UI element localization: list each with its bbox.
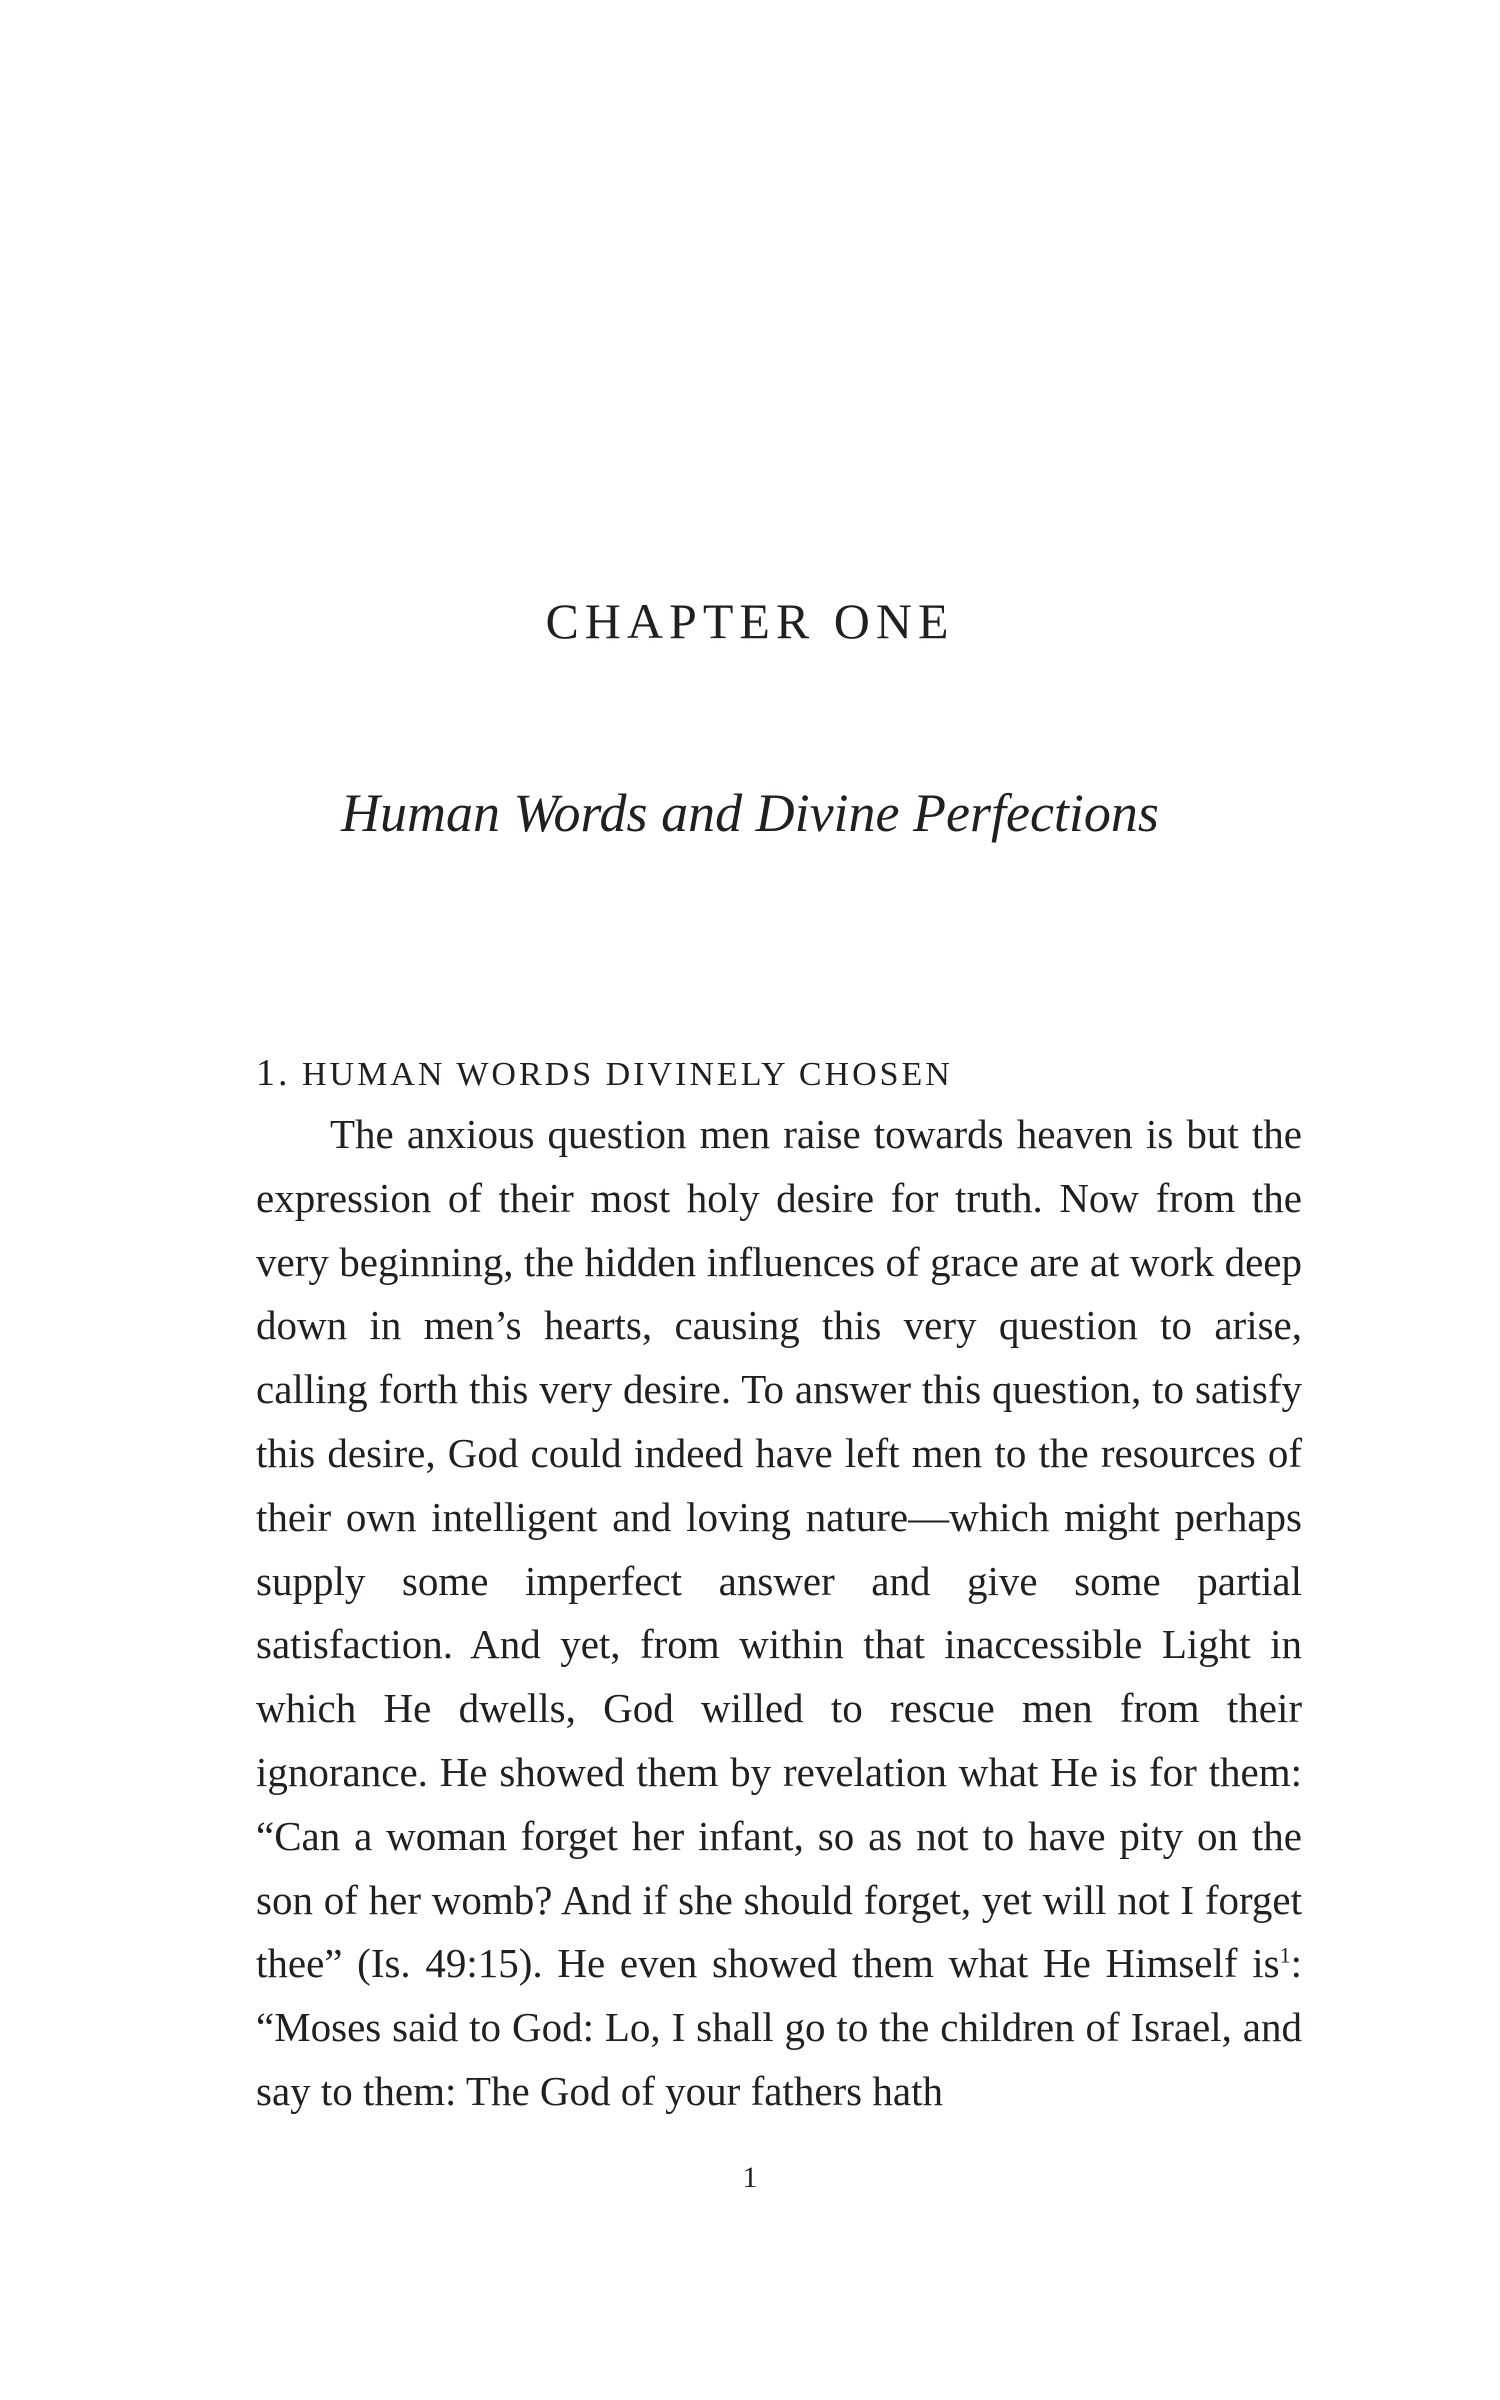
chapter-title: Human Words and Divine Perfections	[341, 783, 1159, 843]
section-title: HUMAN WORDS DIVINELY CHOSEN	[302, 1056, 953, 1093]
section-number: 1.	[256, 1052, 291, 1094]
paragraph-text: The anxious question men raise towards heaven is but the expression of their most holy desire for truth. Now from the very beginning, the hidden influences of grace are at work deep down in men’s hearts, causing this very question to arise, calling forth this very desire. To answer this question, to satisfy this desire, God could indeed have left men to the resources of their own intelligent and loving nature—which might perhaps supply some imperfect answer and give some partial satisfaction. And yet, from within that inaccessible Light in which He dwells, God willed to rescue men from their ignorance. He showed them by revelation what He is for them: “Can a woman forget her infant, so as not to have pity on the son of her womb? And if she should forget, yet will not I forget thee” (Is. 49:15). He even showed them what He Himself is	[256, 1111, 1302, 1987]
body-paragraph	[256, 1103, 1302, 2124]
page-number: 1	[742, 2161, 758, 2194]
footnote-reference[interactable]: 1	[1279, 1942, 1291, 1968]
section-heading	[256, 1048, 1306, 1100]
paragraph-text-continued: : “Moses said to God: Lo, I shall go to the children of Israel, and say to them: The God of your fathers hath	[256, 1940, 1302, 2114]
chapter-label: CHAPTER ONE	[545, 593, 955, 649]
